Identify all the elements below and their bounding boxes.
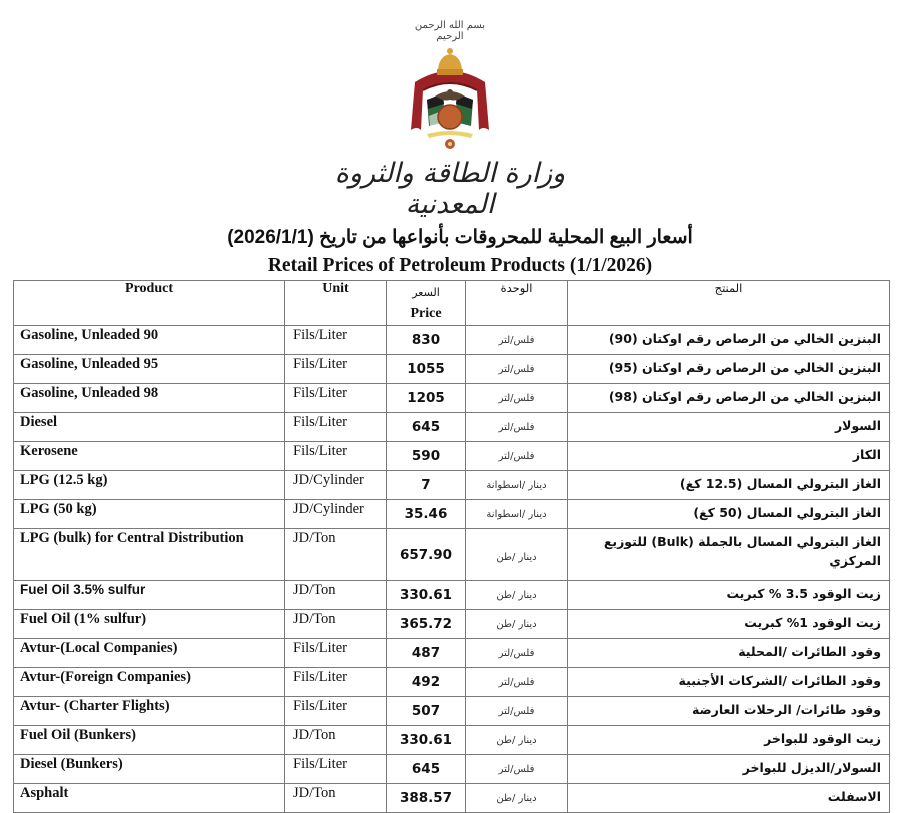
unit: Fils/Liter xyxy=(285,755,387,784)
unit-arabic: فلس/لتر xyxy=(466,697,568,726)
unit: Fils/Liter xyxy=(285,384,387,413)
product-name: Avtur-(Foreign Companies) xyxy=(14,668,285,697)
table-row xyxy=(14,726,890,755)
table-row xyxy=(14,326,890,355)
product-name: Gasoline, Unleaded 98 xyxy=(14,384,285,413)
product-name-arabic: وقود الطائرات /المحلية xyxy=(568,639,890,668)
unit: JD/Ton xyxy=(285,726,387,755)
product-name: LPG (bulk) for Central Distribution xyxy=(14,529,285,581)
table-row xyxy=(14,610,890,639)
unit: JD/Ton xyxy=(285,784,387,813)
unit-arabic: دينار /طن xyxy=(466,529,568,581)
table-row xyxy=(14,755,890,784)
price-value: 645 xyxy=(387,755,466,784)
header-price xyxy=(387,281,466,326)
price-value: 507 xyxy=(387,697,466,726)
table-row xyxy=(14,581,890,610)
table-row xyxy=(14,355,890,384)
unit-arabic: فلس/لتر xyxy=(466,668,568,697)
header-price-arabic: السعر xyxy=(412,286,440,299)
product-name-arabic: البنزين الخالي من الرصاص رقم اوكتان (98) xyxy=(568,384,890,413)
price-value: 330.61 xyxy=(387,726,466,755)
unit: JD/Ton xyxy=(285,581,387,610)
product-name-arabic: السولار/الديزل للبواخر xyxy=(568,755,890,784)
unit: Fils/Liter xyxy=(285,442,387,471)
basmala-text: بسم الله الرحمن الرحيم xyxy=(414,20,486,42)
unit: Fils/Liter xyxy=(285,697,387,726)
ministry-name: وزارة الطاقة والثروة المعدنية xyxy=(334,158,566,220)
price-value: 35.46 xyxy=(387,500,466,529)
price-value: 330.61 xyxy=(387,581,466,610)
page-title-arabic: أسعار البيع المحلية للمحروقات بأنواعها من تاريخ (2026/1/1) xyxy=(227,227,693,248)
unit-arabic: دينار /طن xyxy=(466,581,568,610)
product-name-arabic: الغاز البترولي المسال (12.5 كغ) xyxy=(568,471,890,500)
unit: JD/Ton xyxy=(285,529,387,581)
unit: Fils/Liter xyxy=(285,639,387,668)
table-row xyxy=(14,784,890,813)
table-row xyxy=(14,697,890,726)
table-row xyxy=(14,471,890,500)
unit: Fils/Liter xyxy=(285,668,387,697)
price-value: 487 xyxy=(387,639,466,668)
unit: Fils/Liter xyxy=(285,413,387,442)
unit-arabic: فلس/لتر xyxy=(466,326,568,355)
price-value: 7 xyxy=(387,471,466,500)
coat-of-arms-icon xyxy=(405,42,495,152)
product-name: Fuel Oil 3.5% sulfur xyxy=(14,581,285,610)
unit-arabic: دينار /اسطوانة xyxy=(466,471,568,500)
unit-arabic: فلس/لتر xyxy=(466,755,568,784)
header-price-english: Price xyxy=(410,306,442,321)
table-header-row xyxy=(14,281,890,326)
product-name-arabic: البنزين الخالي من الرصاص رقم اوكتان (90) xyxy=(568,326,890,355)
product-name: Gasoline, Unleaded 90 xyxy=(14,326,285,355)
table-row xyxy=(14,442,890,471)
product-name: Asphalt xyxy=(14,784,285,813)
table-row xyxy=(14,639,890,668)
product-name-arabic: وقود طائرات/ الرحلات العارضة xyxy=(568,697,890,726)
product-name: Fuel Oil (1% sulfur) xyxy=(14,610,285,639)
header-product-arabic: المنتج xyxy=(568,281,890,326)
product-name-arabic: الكاز xyxy=(568,442,890,471)
product-name-arabic: وقود الطائرات /الشركات الأجنبية xyxy=(568,668,890,697)
unit: Fils/Liter xyxy=(285,326,387,355)
product-name-arabic: زيت الوقود 1% كبريت xyxy=(568,610,890,639)
product-name-arabic: الاسفلت xyxy=(568,784,890,813)
product-name: Avtur- (Charter Flights) xyxy=(14,697,285,726)
product-name-arabic: الغاز البترولي المسال بالجملة (Bulk) للتوزيع المركزي xyxy=(568,529,890,581)
header-unit: Unit xyxy=(285,281,387,326)
price-value: 1205 xyxy=(387,384,466,413)
product-name-arabic: البنزين الخالي من الرصاص رقم اوكتان (95) xyxy=(568,355,890,384)
letterhead xyxy=(0,0,900,220)
unit-arabic: فلس/لتر xyxy=(466,384,568,413)
price-value: 645 xyxy=(387,413,466,442)
unit: JD/Ton xyxy=(285,610,387,639)
product-name: Kerosene xyxy=(14,442,285,471)
unit: JD/Cylinder xyxy=(285,500,387,529)
price-value: 830 xyxy=(387,326,466,355)
unit-arabic: فلس/لتر xyxy=(466,413,568,442)
product-name-arabic: زيت الوقود 3.5 % كبريت xyxy=(568,581,890,610)
product-name: Gasoline, Unleaded 95 xyxy=(14,355,285,384)
price-table xyxy=(13,280,890,813)
product-name: LPG (50 kg) xyxy=(14,500,285,529)
unit-arabic: دينار /طن xyxy=(466,784,568,813)
price-value: 1055 xyxy=(387,355,466,384)
price-value: 365.72 xyxy=(387,610,466,639)
table-row xyxy=(14,529,890,581)
page-title-english: Retail Prices of Petroleum Products (1/1/2026) xyxy=(267,255,653,276)
product-name: LPG (12.5 kg) xyxy=(14,471,285,500)
price-value: 657.90 xyxy=(387,529,466,581)
product-name: Diesel xyxy=(14,413,285,442)
product-name-arabic: السولار xyxy=(568,413,890,442)
product-name: Fuel Oil (Bunkers) xyxy=(14,726,285,755)
product-name: Avtur-(Local Companies) xyxy=(14,639,285,668)
unit: Fils/Liter xyxy=(285,355,387,384)
unit-arabic: فلس/لتر xyxy=(466,355,568,384)
product-name: Diesel (Bunkers) xyxy=(14,755,285,784)
price-value: 590 xyxy=(387,442,466,471)
product-name-arabic: زيت الوقود للبواخر xyxy=(568,726,890,755)
unit-arabic: دينار /طن xyxy=(466,726,568,755)
table-row xyxy=(14,384,890,413)
header-product: Product xyxy=(14,281,285,326)
unit: JD/Cylinder xyxy=(285,471,387,500)
header-unit-arabic: الوحدة xyxy=(466,281,568,326)
unit-arabic: دينار /طن xyxy=(466,610,568,639)
unit-arabic: فلس/لتر xyxy=(466,442,568,471)
table-row xyxy=(14,413,890,442)
table-row xyxy=(14,668,890,697)
unit-arabic: دينار /اسطوانة xyxy=(466,500,568,529)
price-value: 492 xyxy=(387,668,466,697)
price-value: 388.57 xyxy=(387,784,466,813)
product-name-arabic: الغاز البترولي المسال (50 كغ) xyxy=(568,500,890,529)
unit-arabic: فلس/لتر xyxy=(466,639,568,668)
table-row xyxy=(14,500,890,529)
